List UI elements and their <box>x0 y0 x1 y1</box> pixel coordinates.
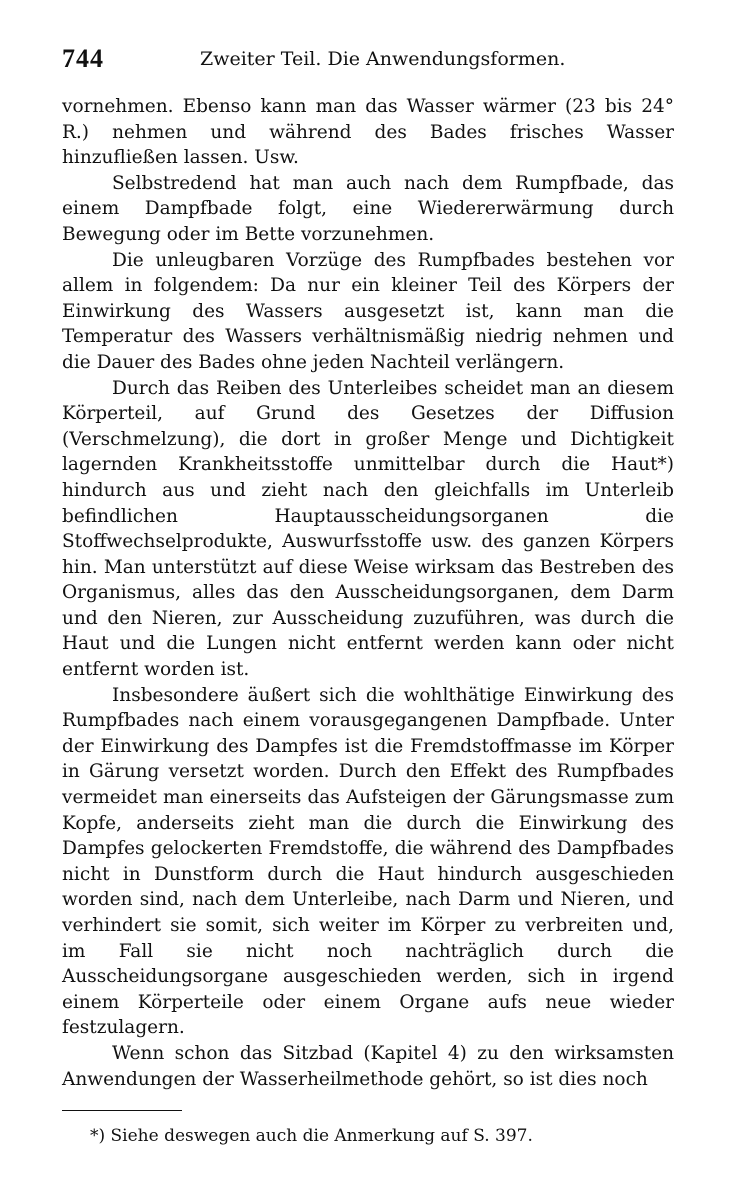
paragraph: Selbstredend hat man auch nach dem Rumpfbade, das einem Dampfbade folgt, eine Wiedererwärmung durch Bewegung oder im Bette vorzunehmen. <box>62 172 674 245</box>
footnote-divider <box>62 1110 182 1111</box>
paragraph: vornehmen. Ebenso kann man das Wasser wärmer (23 bis 24° R.) nehmen und während des Bades frisches Wasser hinzufließen lassen. Usw. <box>62 96 674 169</box>
page-header <box>62 44 667 84</box>
running-head: Zweiter Teil. Die Anwendungsformen. <box>200 48 566 70</box>
page-number: 744 <box>62 44 104 73</box>
paragraph: Die unleugbaren Vorzüge des Rumpfbades bestehen vor allem in folgendem: Da nur ein kleiner Teil des Körpers der Einwirkung des Wassers ausgesetzt ist, kann man die Temperatur des Wassers verhältnismäßig niedrig nehmen und die Dauer des Bades ohne jeden Nachteil verlängern. <box>62 249 674 373</box>
body-text <box>62 94 674 1092</box>
footnote: *) Siehe deswegen auch die Anmerkung auf S. 397. <box>90 1126 533 1146</box>
paragraph: Insbesondere äußert sich die wohlthätige Einwirkung des Rumpfbades nach einem vorausgegangenen Dampfbade. Unter der Einwirkung des Dampfes ist die Fremdstoffmasse im Körper in Gärung versetzt worden. Durch den Effekt des Rumpfbades vermeidet man einerseits das Aufsteigen der Gärungsmasse zum Kopfe, anderseits zieht man die durch die Einwirkung des Dampfes gelockerten Fremdstoffe, die während des Dampfbades nicht in Dunstform durch die Haut hindurch ausgeschieden worden sind, nach dem Unterleibe, nach Darm und Nieren, und verhindert sie somit, sich weiter im Körper zu verbreiten und, im Fall sie nicht noch nachträglich durch die Ausscheidungsorgane ausgeschieden werden, sich in irgend einem Körperteile oder einem Organe aufs neue wieder festzulagern. <box>62 684 674 1039</box>
paragraph: Durch das Reiben des Unterleibes scheidet man an diesem Körperteil, auf Grund des Gesetzes der Diffusion (Verschmelzung), die dort in großer Menge und Dichtigkeit lagernden Krankheitsstoffe unmittelbar durch die Haut*) hindurch aus und zieht nach den gleichfalls im Unterleib befindlichen Hauptausscheidungsorganen die Stoffwechselprodukte, Auswurfsstoffe usw. des ganzen Körpers hin. Man unterstützt auf diese Weise wirksam das Bestreben des Organismus, alles das den Ausscheidungsorganen, dem Darm und den Nieren, zur Ausscheidung zuzuführen, was durch die Haut und die Lungen nicht entfernt werden kann oder nicht entfernt worden ist. <box>62 377 674 681</box>
paragraph: Wenn schon das Sitzbad (Kapitel 4) zu den wirksamsten Anwendungen der Wasserheilmethode gehört, so ist dies noch <box>62 1042 674 1090</box>
